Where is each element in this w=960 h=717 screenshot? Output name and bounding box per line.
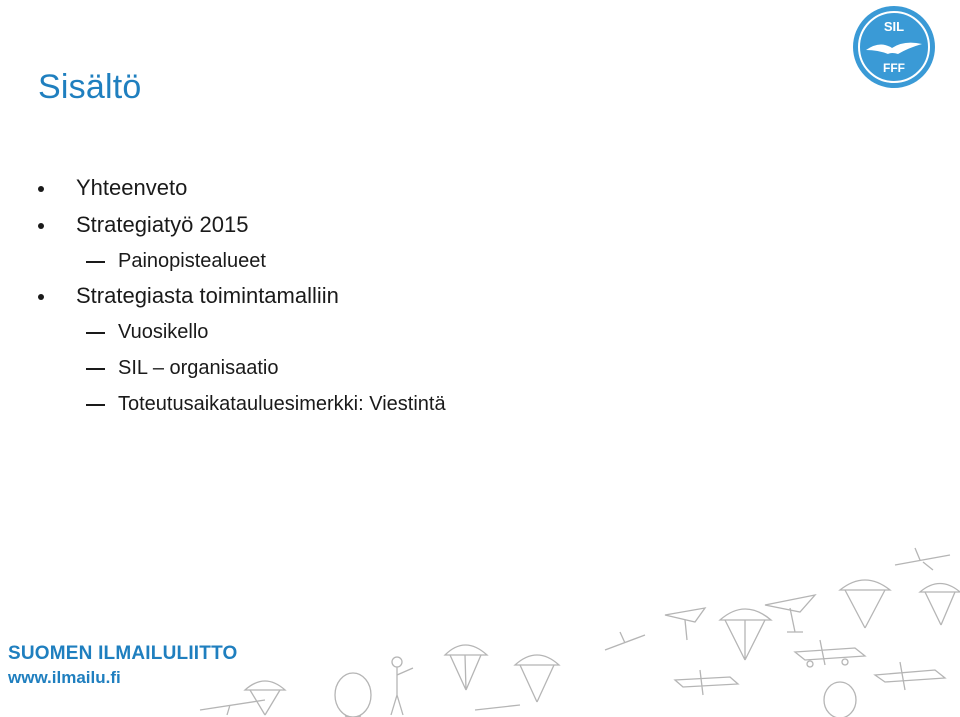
glider-icon	[475, 705, 520, 710]
sub-bullet-item	[38, 356, 446, 380]
bullet-item	[38, 212, 446, 238]
dash-icon	[86, 332, 105, 334]
glider-icon	[200, 700, 265, 715]
person-icon	[391, 657, 413, 715]
sub-bullet-item	[38, 392, 446, 416]
dash-icon	[86, 404, 105, 406]
airplane-icon	[795, 640, 865, 667]
airplane-icon	[675, 670, 738, 695]
sub-bullet-text: SIL – organisaatio	[118, 357, 279, 379]
logo-top-text: SIL	[883, 19, 905, 34]
bullet-text: Strategiatyö 2015	[76, 212, 249, 237]
bullet-item	[38, 175, 446, 201]
organization-url: www.ilmailu.fi	[8, 668, 121, 687]
parachute-icon	[720, 609, 771, 660]
logo-bottom-text: FFF	[883, 61, 905, 75]
parachute-icon	[445, 645, 487, 690]
bullet-text: Strategiasta toimintamalliin	[76, 283, 339, 308]
bullet-dot-icon	[38, 223, 44, 229]
bullet-dot-icon	[38, 294, 44, 300]
bullet-list	[38, 175, 446, 428]
sub-bullet-text: Vuosikello	[118, 321, 209, 343]
airplane-icon	[875, 662, 945, 690]
parachute-icon	[920, 584, 960, 626]
parachute-icon	[840, 580, 890, 628]
dash-icon	[86, 261, 105, 263]
sub-bullet-text: Toteutusaikatauluesimerkki: Viestintä	[118, 393, 446, 415]
slide-title: Sisältö	[38, 68, 142, 106]
glider-icon	[605, 632, 645, 650]
sub-bullet-text: Painopistealueet	[118, 250, 266, 272]
bullet-item	[38, 283, 446, 309]
glider-icon	[895, 548, 950, 570]
hang-glider-icon	[665, 608, 705, 640]
parachute-icon	[515, 655, 559, 702]
balloon-icon	[335, 673, 371, 717]
organization-name: SUOMEN ILMAILULIITTO	[8, 643, 238, 664]
dash-icon	[86, 368, 105, 370]
bullet-text: Yhteenveto	[76, 175, 188, 200]
sub-bullet-item	[38, 249, 446, 273]
hang-glider-icon	[765, 595, 815, 632]
sub-bullet-item	[38, 320, 446, 344]
parachute-icon	[245, 681, 285, 715]
balloon-icon	[824, 682, 856, 717]
sil-logo	[848, 4, 940, 90]
bullet-dot-icon	[38, 186, 44, 192]
aviation-illustration	[175, 540, 960, 717]
